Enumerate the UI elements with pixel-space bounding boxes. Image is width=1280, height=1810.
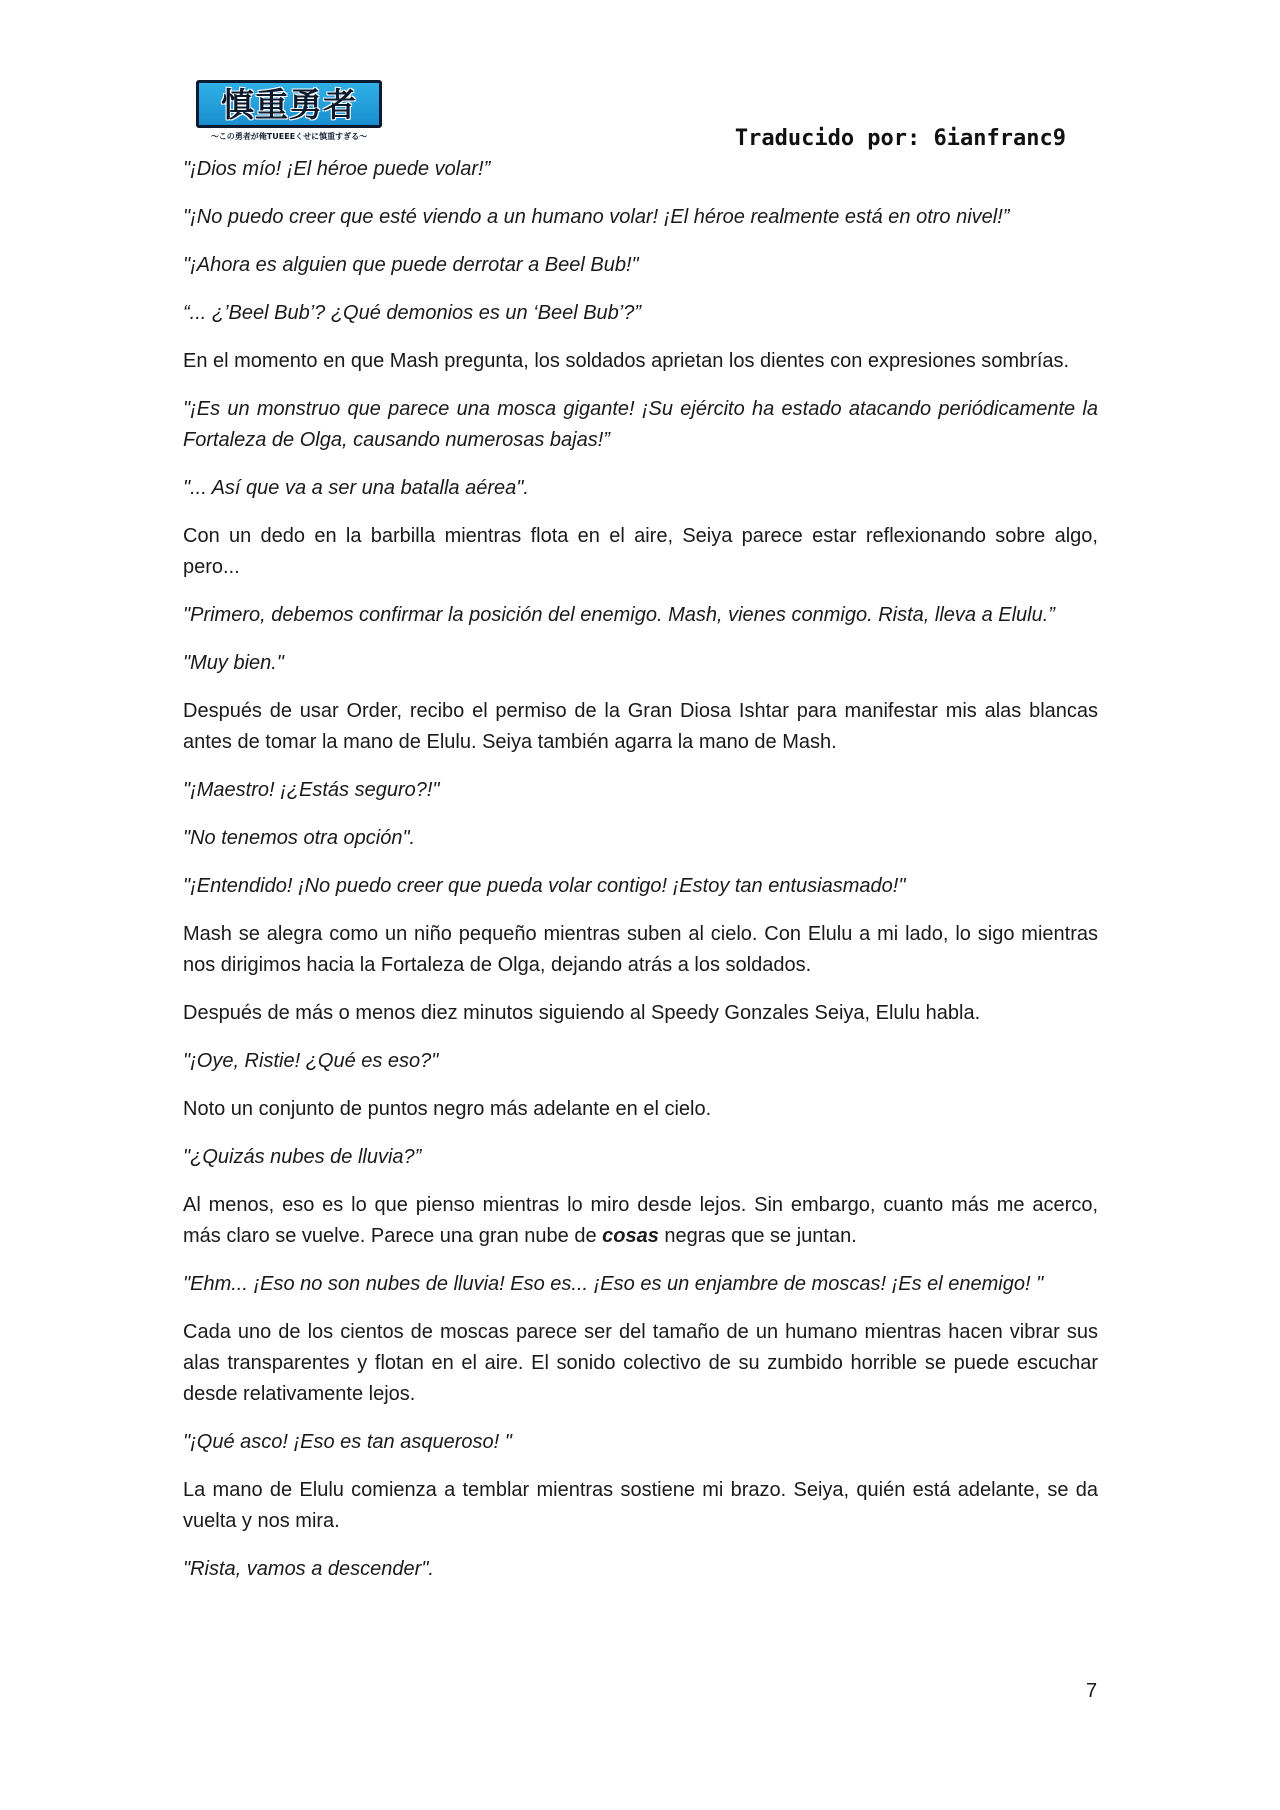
paragraph-text: Al menos, eso es lo que pienso mientras lo miro desde lejos. Sin embargo, cuanto más me acerco, más claro se vuelve. Parece una gran nube de	[183, 1194, 1098, 1247]
translator-credit: Traducido por: 6ianfranc9	[734, 126, 1066, 151]
logo-title: 慎重勇者	[221, 84, 357, 124]
paragraph: "No tenemos otra opción".	[183, 827, 416, 849]
paragraph: "¡No puedo creer que esté viendo a un humano volar! ¡El héroe realmente está en otro nivel!”	[183, 206, 1010, 228]
paragraph: "¡Maestro! ¡¿Estás seguro?!"	[183, 779, 440, 801]
logo-banner	[196, 80, 382, 128]
paragraph: "¡Oye, Ristie! ¿Qué es eso?"	[183, 1050, 439, 1072]
paragraph: Con un dedo en la barbilla mientras flota en el aire, Seiya parece estar reflexionando sobre algo, pero...	[183, 525, 1098, 578]
series-logo	[196, 80, 382, 144]
paragraph: "Primero, debemos confirmar la posición del enemigo. Mash, vienes conmigo. Rista, lleva a Elulu.”	[183, 604, 1055, 626]
logo-subtitle: 〜この勇者が俺TUEEEくせに慎重すぎる〜	[210, 132, 368, 141]
paragraph: Después de usar Order, recibo el permiso de la Gran Diosa Ishtar para manifestar mis alas blancas antes de tomar la mano de Elulu. Seiya también agarra la mano de Mash.	[183, 700, 1098, 753]
paragraph: Mash se alegra como un niño pequeño mientras suben al cielo. Con Elulu a mi lado, lo sigo mientras nos dirigimos hacia la Fortaleza de Olga, dejando atrás a los soldados.	[183, 923, 1098, 976]
paragraph: Noto un conjunto de puntos negro más adelante en el cielo.	[183, 1098, 712, 1120]
paragraph: Después de más o menos diez minutos siguiendo al Speedy Gonzales Seiya, Elulu habla.	[183, 1002, 981, 1024]
paragraph: En el momento en que Mash pregunta, los soldados aprietan los dientes con expresiones sombrías.	[183, 350, 1070, 372]
page-header	[196, 80, 1096, 150]
paragraph: "¡Entendido! ¡No puedo creer que pueda volar contigo! ¡Estoy tan entusiasmado!"	[183, 875, 906, 897]
paragraph: "¡Es un monstruo que parece una mosca gigante! ¡Su ejército ha estado atacando periódicamente la Fortaleza de Olga, causando numerosas bajas!”	[183, 398, 1098, 451]
paragraph: "¡Qué asco! ¡Eso es tan asqueroso! "	[183, 1431, 512, 1453]
paragraph: Cada uno de los cientos de moscas parece ser del tamaño de un humano mientras hacen vibrar sus alas transparentes y flotan en el aire. El sonido colectivo de su zumbido horrible se puede escuchar desde relativamente lejos.	[183, 1321, 1098, 1405]
paragraph: "¡Dios mío! ¡El héroe puede volar!”	[183, 158, 491, 180]
emphasized-word: cosas	[602, 1225, 659, 1247]
paragraph: "Rista, vamos a descender".	[183, 1558, 434, 1580]
paragraph-text: negras que se juntan.	[658, 1225, 857, 1247]
document-body	[183, 154, 1098, 1602]
paragraph: “... ¿’Beel Bub’? ¿Qué demonios es un ‘Beel Bub’?”	[183, 302, 642, 324]
paragraph: La mano de Elulu comienza a temblar mientras sostiene mi brazo. Seiya, quién está adelante, se da vuelta y nos mira.	[183, 1479, 1098, 1532]
paragraph: "Muy bien."	[183, 652, 284, 674]
paragraph: "¿Quizás nubes de lluvia?”	[183, 1146, 422, 1168]
paragraph: "Ehm... ¡Eso no son nubes de lluvia! Eso es... ¡Eso es un enjambre de moscas! ¡Es el enemigo! "	[183, 1273, 1044, 1295]
page-number: 7	[1086, 1680, 1098, 1702]
paragraph: "¡Ahora es alguien que puede derrotar a Beel Bub!"	[183, 254, 639, 276]
paragraph: "... Así que va a ser una batalla aérea".	[183, 477, 529, 499]
paragraph	[183, 1190, 1098, 1252]
